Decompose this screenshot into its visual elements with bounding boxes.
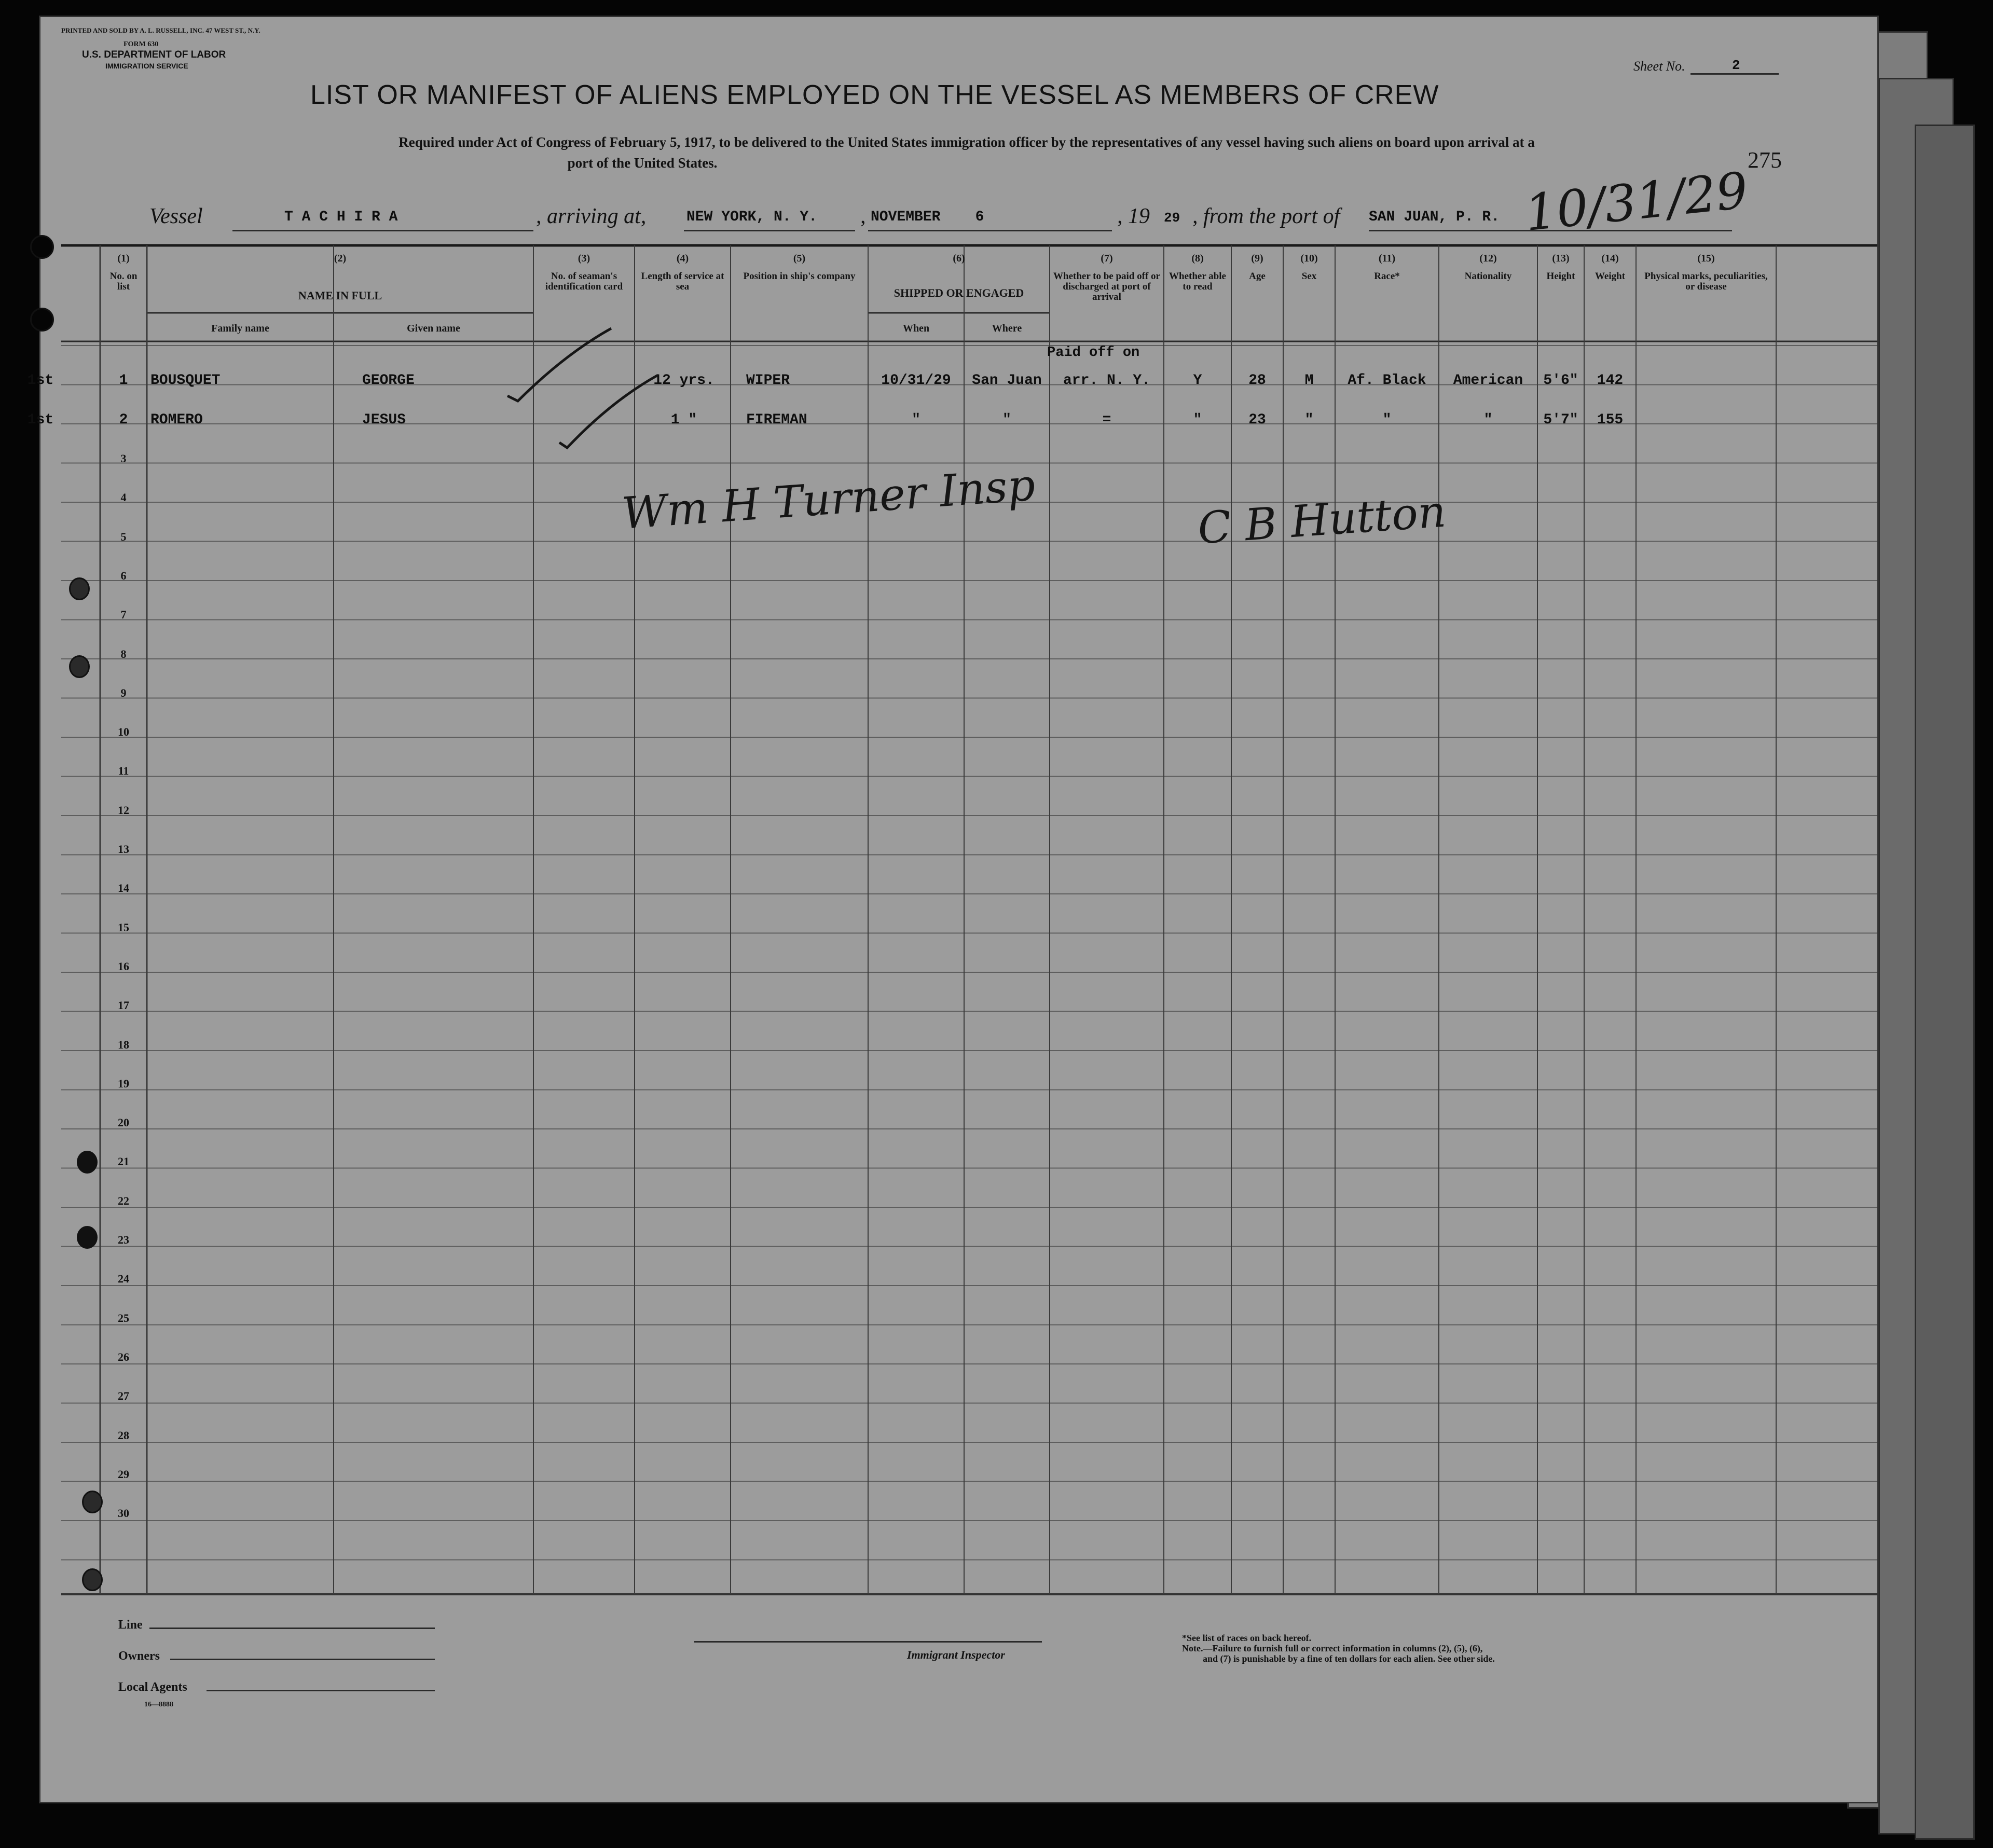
inspector-signature-line (694, 1641, 1042, 1643)
crew-family: ROMERO (150, 412, 203, 428)
row-number: 7 (120, 608, 127, 622)
punch-hole (69, 655, 90, 678)
column-number: (14) (1601, 253, 1619, 264)
form-code: 16—8888 (144, 1701, 173, 1708)
row-number: 6 (120, 569, 127, 582)
from-port: SAN JUAN, P. R. (1369, 209, 1500, 225)
line-label: Line (118, 1618, 143, 1632)
note-text-2: and (7) is punishable by a fine of ten dollars for each alien. See other side. (1203, 1653, 1495, 1664)
row-number: 24 (118, 1272, 129, 1286)
local-agents-field (207, 1690, 435, 1691)
column-label: NAME IN FULL (298, 289, 382, 302)
arrival-date: NOVEMBER 6 (871, 209, 984, 225)
crew-where: " (1002, 412, 1011, 428)
crew-service: 12 yrs. (653, 373, 714, 389)
column-label: Physical marks, peculiarities, or disease (1644, 271, 1768, 292)
row-number: 8 (120, 647, 127, 660)
column-label: Length of service at sea (641, 271, 724, 292)
row-number: 23 (118, 1233, 129, 1246)
crew-age: 28 (1248, 373, 1266, 389)
row-number: 27 (118, 1389, 129, 1403)
form-number: FORM 630 (123, 40, 159, 48)
row-number: 19 (118, 1077, 129, 1090)
row-number: 11 (118, 764, 129, 778)
row-number: 18 (118, 1038, 129, 1051)
check-marks (497, 323, 679, 458)
date-prefix: , (860, 204, 866, 228)
crew-paid: = (1102, 412, 1111, 428)
crew-position: WIPER (746, 373, 790, 389)
column-label: Whether able to read (1169, 271, 1226, 292)
row-number: 3 (120, 452, 127, 465)
crew-sex: " (1304, 412, 1314, 428)
row-number: 20 (118, 1116, 129, 1129)
row-number: 30 (118, 1507, 129, 1520)
row-number: 4 (120, 491, 127, 504)
column-label: No. of seaman's identification card (545, 271, 623, 292)
underlying-sheet-3 (1915, 125, 1975, 1840)
crew-paid: arr. N. Y. (1063, 373, 1151, 389)
paid-off-note: Paid off on (1047, 345, 1140, 361)
column-sublabel: Given name (407, 323, 460, 334)
arrival-year: 29 (1164, 210, 1180, 226)
row-number: 17 (118, 999, 129, 1012)
stamp-number: 275 (1748, 147, 1782, 173)
punch-hole (77, 1151, 98, 1174)
department-label: U.S. DEPARTMENT OF LABOR (82, 49, 226, 60)
column-number: (2) (334, 253, 347, 264)
crew-weight: 155 (1597, 412, 1624, 428)
crew-no: 1 (119, 373, 128, 389)
crew-when: 10/31/29 (881, 373, 951, 389)
sheet-number: 2 (1732, 58, 1740, 73)
column-label: Race* (1374, 271, 1400, 282)
row-number: 5 (120, 530, 127, 543)
subtitle-line-1: Required under Act of Congress of February 5, 1917, to be delivered to the United States immigration officer by the representatives of any vessel having such aliens on board upon arrival at a (398, 134, 1535, 150)
punch-hole (77, 1226, 98, 1249)
column-label: Age (1249, 271, 1266, 282)
crew-race: " (1382, 412, 1392, 428)
crew-position: FIREMAN (746, 412, 807, 428)
column-number: (15) (1697, 253, 1715, 264)
column-sublabel: Where (992, 323, 1022, 334)
crew-read: " (1193, 412, 1202, 428)
row-number: 29 (118, 1467, 129, 1481)
column-label: Sex (1301, 271, 1317, 282)
vessel-name: T A C H I R A (284, 209, 398, 225)
punch-hole (30, 235, 54, 259)
column-sublabel: When (902, 323, 930, 334)
column-label: Weight (1595, 271, 1626, 282)
crew-nationality: American (1453, 373, 1523, 389)
column-number: (12) (1479, 253, 1497, 264)
printer-line: PRINTED AND SOLD BY A. L. RUSSELL, INC. 47 WEST ST., N.Y. (61, 26, 260, 34)
crew-no: 2 (119, 412, 128, 428)
column-number: (13) (1552, 253, 1570, 264)
crew-sex: M (1304, 373, 1314, 389)
punch-hole (69, 577, 90, 600)
column-number: (11) (1378, 253, 1396, 264)
column-number: (10) (1300, 253, 1318, 264)
subtitle-line-2: port of the United States. (567, 155, 718, 171)
crew-nationality: " (1483, 412, 1493, 428)
row-number: 9 (120, 686, 127, 699)
column-number: (5) (793, 253, 806, 264)
crew-given: JESUS (362, 412, 406, 428)
arriving-label: , arriving at, (536, 204, 647, 228)
second-signature: C B Hutton (1196, 486, 1448, 554)
owners-field (170, 1659, 435, 1660)
crew-read: Y (1193, 373, 1202, 389)
row-number: 16 (118, 959, 129, 973)
punch-hole (82, 1568, 103, 1591)
local-agents-label: Local Agents (118, 1680, 187, 1694)
column-label: Position in ship's company (743, 271, 856, 282)
page-title: LIST OR MANIFEST OF ALIENS EMPLOYED ON THE VESSEL AS MEMBERS OF CREW (310, 80, 1439, 110)
column-number: (4) (676, 253, 689, 264)
crew-service: 1 " (670, 412, 697, 428)
manifest-grid (40, 17, 1877, 1802)
races-note: *See list of races on back hereof. (1182, 1633, 1312, 1643)
crew-family: BOUSQUET (150, 373, 221, 389)
crew-height: 5'7" (1543, 412, 1578, 428)
row-number: 28 (118, 1428, 129, 1442)
sheet-label: Sheet No. (1633, 59, 1685, 74)
handwritten-date: 10/31/29 (1522, 161, 1751, 243)
row-number: 22 (118, 1194, 129, 1207)
from-label: , from the port of (1192, 204, 1340, 228)
column-label: Height (1546, 271, 1575, 282)
service-label: IMMIGRATION SERVICE (105, 62, 188, 70)
row-number: 15 (118, 920, 129, 934)
row-number: 14 (118, 881, 129, 895)
column-number: (1) (117, 253, 130, 264)
column-label: Nationality (1464, 271, 1512, 282)
crew-when: " (912, 412, 920, 428)
crew-weight: 142 (1597, 373, 1624, 389)
inspector-label: Immigrant Inspector (907, 1648, 1005, 1661)
year-prefix: , 19 (1117, 204, 1150, 228)
punch-hole (82, 1491, 103, 1513)
arriving-port: NEW YORK, N. Y. (686, 209, 818, 225)
crew-race: Af. Black (1348, 373, 1426, 389)
row-number: 13 (118, 843, 129, 856)
column-label: Whether to be paid off or discharged at port of arrival (1053, 271, 1160, 302)
column-number: (8) (1191, 253, 1204, 264)
column-sublabel: Family name (211, 323, 269, 334)
column-label: SHIPPED OR ENGAGED (894, 286, 1024, 299)
manifest-sheet (27, 16, 1879, 1803)
column-label: No. on list (109, 271, 138, 292)
punch-hole (30, 308, 54, 332)
row-number: 26 (118, 1350, 129, 1363)
crew-age: 23 (1248, 412, 1266, 428)
row-number: 10 (118, 725, 129, 739)
column-number: (7) (1101, 253, 1113, 264)
crew-margin: 1st (27, 412, 54, 428)
crew-given: GEORGE (362, 373, 415, 389)
inspector-signature: Wm H Turner Insp (620, 459, 1037, 539)
crew-margin: 1st (27, 373, 54, 389)
row-number: 21 (118, 1155, 129, 1168)
crew-where: San Juan (972, 373, 1042, 389)
column-number: (9) (1251, 253, 1263, 264)
column-number: (6) (953, 253, 965, 264)
row-number: 12 (118, 803, 129, 817)
note-text: Note.—Failure to furnish full or correct information in columns (2), (5), (6), (1182, 1643, 1483, 1653)
owners-label: Owners (118, 1649, 160, 1663)
crew-height: 5'6" (1543, 373, 1578, 389)
line-field (149, 1628, 435, 1629)
column-number: (3) (578, 253, 590, 264)
vessel-label: Vessel (149, 204, 203, 228)
row-number: 25 (118, 1311, 129, 1325)
